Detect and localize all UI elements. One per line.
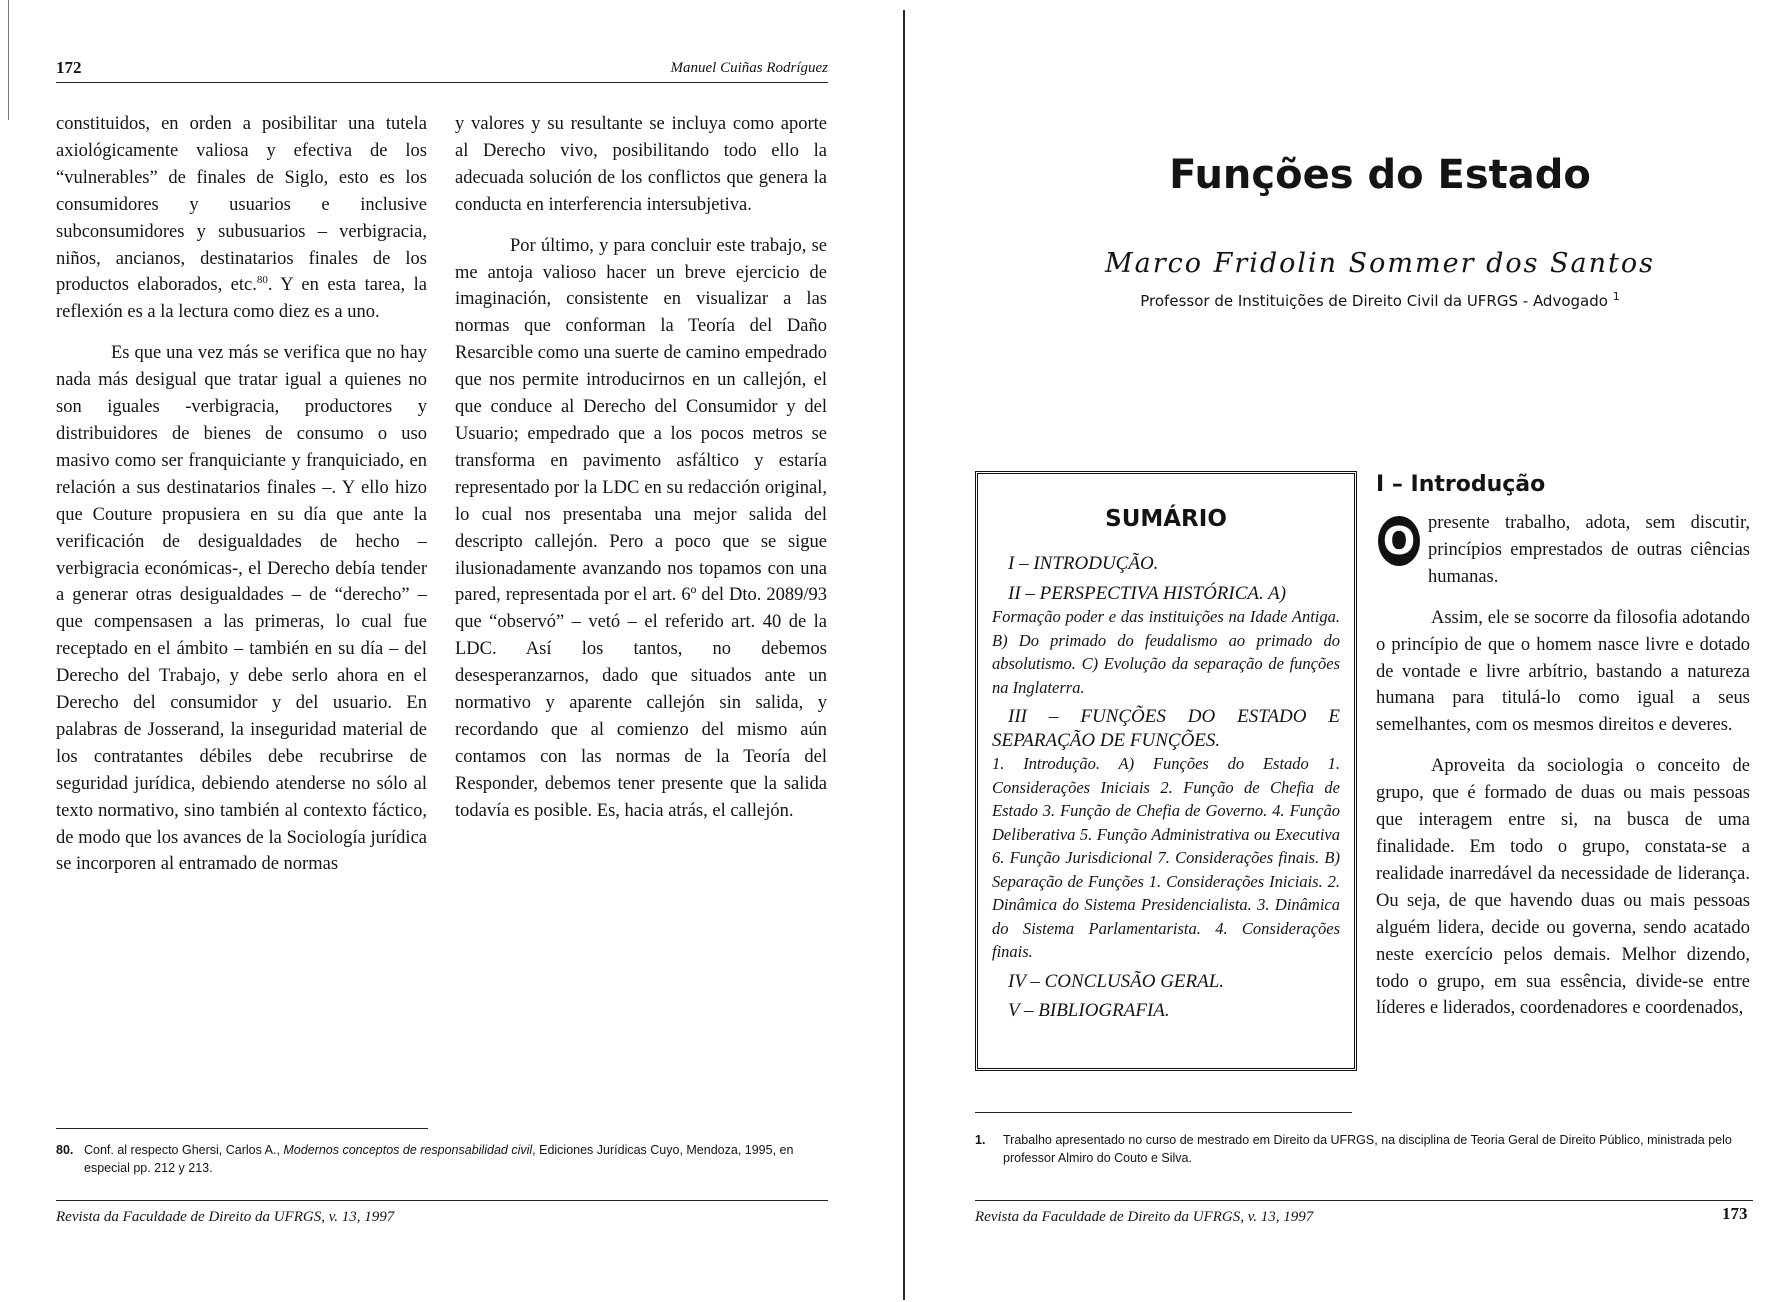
text-run: . Y en esta tarea, la reflexión es a la lectura como diez es a uno. bbox=[56, 275, 427, 323]
footnote-text bbox=[84, 1141, 828, 1177]
footer-rule-left bbox=[56, 1200, 828, 1201]
book-title: Modernos conceptos de responsabilidad civil bbox=[283, 1143, 533, 1157]
article-title: Funções do Estado bbox=[1169, 152, 1591, 198]
paragraph: presente trabalho, adota, sem discutir, princípios emprestados de outras ciências humanas. bbox=[1428, 513, 1750, 587]
footnote-rule-right bbox=[975, 1112, 1352, 1113]
text-run: constituidos, en orden a posibilitar una tutela axiológicamente valiosa y efectiva de los “vulnerables” de finales de Siglo, esto es los consumidores y usuarios e inclusive subconsumidores y subusuarios – verbigracia, niños, ancianos, destinatarios finales de los productos elaborados, etc. bbox=[56, 114, 427, 296]
text-run: Professor de Instituições de Direito Civil da UFRGS - Advogado bbox=[1140, 292, 1608, 310]
summary-item-body: Formação poder e das instituições na Idade Antiga. B) Do primado do feudalismo ao primado do absolutismo. C) Evolução da separação de funções na Inglaterra. bbox=[992, 607, 1340, 697]
text-run: Conf. al respecto Ghersi, Carlos A., bbox=[84, 1143, 284, 1157]
paragraph: y valores y su resultante se incluya como aporte al Derecho vivo, posibilitando todo ello la adecuada solución de los conflictos que genera la conducta en interferencia intersubjetiva. bbox=[455, 114, 827, 215]
journal-footer-right: Revista da Faculdade de Direito da UFRGS, v. 13, 1997 bbox=[975, 1209, 1314, 1225]
paragraph: Es que una vez más se verifica que no hay nada más desigual que tratar igual a quienes no son iguales -verbigracia, productores y distribuidores de bienes de consumo o uso masivo como ser franquiciante y franquiciado, en relación a sus destinatarios finales –. Y ello hizo que Couture propusiera en su día que ante la verificación de desigualdades de hecho – verbigracia económicas-, el Derecho debía tender a generar otras desigualdades – de “derecho” – que compensasen a las primeras, lo cual fue receptado en el ámbito – también en su día – del Derecho del Trabajo, y debe serlo ahora en el Derecho del consumidor y del usuario. En palabras de Josserand, la inseguridad material de los contratantes débiles debe recubrirse de seguridad jurídica, debiendo atenderse no sólo al texto normativo, sino también al contexto fáctico, de modo que los avances de la Sociología jurídica se incorporen al entramado de normas bbox=[56, 343, 427, 875]
section-heading: I – Introdução bbox=[1376, 472, 1546, 497]
left-column-2 bbox=[455, 111, 827, 825]
summary-item-body: 1. Introdução. A) Funções do Estado 1. Considerações Iniciais 2. Função de Chefia de Estado 3. Função de Chefia de Governo. 4. Função Deliberativa 5. Função Administrativa ou Executiva 6. Função Jurisdicional 7. Considerações finais. B) Separação de Funções 1. Considerações Iniciais. 2. Dinâmica do Sistema Presidencialista. 3. Dinâmica do Sistema Parlamentarista. 4. Considerações finais. bbox=[992, 754, 1340, 961]
summary-item: V – BIBLIOGRAFIA. bbox=[1008, 1000, 1170, 1021]
page-gutter bbox=[903, 10, 905, 1300]
footnote-left bbox=[56, 1141, 828, 1177]
summary-body bbox=[992, 552, 1340, 1023]
author-affiliation bbox=[1040, 292, 1720, 310]
text-run: , Ediciones Jurídicas Cuyo, Mendoza, 1995, en especial pp. 212 y 213. bbox=[84, 1143, 794, 1175]
article-author: Marco Fridolin Sommer dos Santos bbox=[1104, 248, 1655, 279]
paragraph: Aproveita da sociologia o conceito de grupo, que é formado de duas ou mais pessoas que interagem entre si, na busca de uma finalidade. Em todo o grupo, constata-se a realidade inarredável da necessidade de liderança. Ou seja, de que havendo duas ou mais pessoas alguém lidera, decide ou governa, sendo acatado neste exercício pelos demais. Melhor dizendo, todo o grupo, em sua essência, divide-se entre líderes e liderados, coordenadores e coordenados, bbox=[1376, 756, 1750, 1019]
footnote-ref: 80 bbox=[256, 274, 268, 287]
page-number-left: 172 bbox=[56, 58, 82, 77]
footnote-rule-left bbox=[56, 1128, 428, 1129]
footer-rule-right bbox=[975, 1200, 1753, 1201]
summary-item: III – FUNÇÕES DO ESTADO E SEPARAÇÃO DE FUNÇÕES. bbox=[992, 706, 1340, 751]
summary-heading: SUMÁRIO bbox=[1105, 506, 1227, 532]
running-header-left bbox=[56, 56, 828, 83]
summary-item: IV – CONCLUSÃO GERAL. bbox=[1008, 970, 1225, 992]
drop-cap: O bbox=[1378, 516, 1420, 566]
paragraph: Por último, y para concluir este trabajo, se me antoja valioso hacer un breve ejercicio de imaginación, consistente en visualizar a las normas que conforman la Teoría del Daño Resarcible como una suerte de camino empedrado que nos permite introducirnos en un callejón, el que conduce al Derecho del Consumidor y del Usuario; empedrado que a los pocos metros se transforma en pavimento asfáltico y estaría representado por la LDC en su redacción original, lo cual nos presentaba una mejor salida del descripto callejón. Pero a poco que se sigue ilusionadamente avanzando nos topamos con una pared, representada por el art. 6º del Dto. 2089/93 que “observó” – vetó – el referido art. 40 de la LDC. Así los tantos, no debemos desesperanzarnos, dado que situados ante un normativo y aparente callejón sin salida, y recordando que al comienzo del mismo aún contamos con las normas de la Teoría del Responder, debemos tener presente que la salida todavía es posible. Es, hacia atrás, el callejón. bbox=[455, 235, 827, 821]
footnote-ref: 1 bbox=[1612, 290, 1620, 303]
right-column bbox=[1376, 510, 1750, 1022]
running-author: Manuel Cuiñas Rodríguez bbox=[670, 60, 828, 76]
summary-box bbox=[975, 471, 1357, 1071]
paragraph bbox=[56, 111, 427, 326]
footnote-right bbox=[975, 1131, 1753, 1167]
paragraph: Assim, ele se socorre da filosofia adotando o princípio de que o homem nasce livre e dotado de vontade e livre arbítrio, bastando a natureza humana para titulá-lo como igual a seus semelhantes, com os mesmos direitos e deveres. bbox=[1376, 607, 1750, 736]
page-number-right: 173 bbox=[1722, 1204, 1748, 1223]
left-column-1 bbox=[56, 111, 427, 878]
footnote-text: Trabalho apresentado no curso de mestrado em Direito da UFRGS, na disciplina de Teoria Geral de Direito Público, ministrada pelo professor Almiro do Couto e Silva. bbox=[1003, 1133, 1732, 1165]
footnote-number: 80. bbox=[56, 1143, 74, 1157]
summary-item: II – PERSPECTIVA HISTÓRICA. A) bbox=[1008, 582, 1287, 604]
journal-footer-left: Revista da Faculdade de Direito da UFRGS, v. 13, 1997 bbox=[56, 1209, 395, 1225]
page-edge-line bbox=[8, 0, 9, 120]
summary-item: I – INTRODUÇÃO. bbox=[1008, 553, 1159, 574]
footnote-number: 1. bbox=[975, 1133, 986, 1147]
